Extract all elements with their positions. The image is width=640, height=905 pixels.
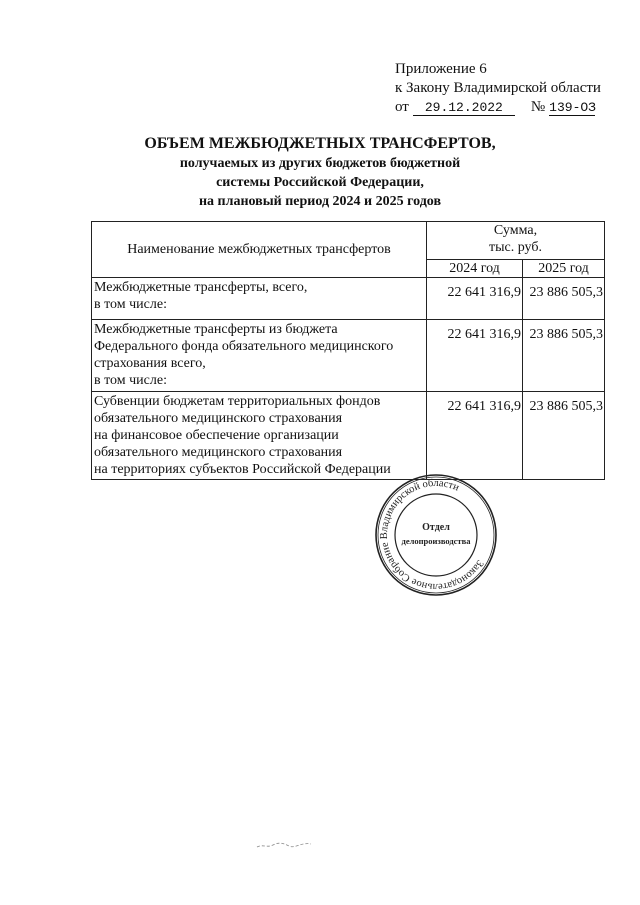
seal-center-line-2: делопроизводства <box>401 536 471 546</box>
annex-law: к Закону Владимирской области <box>395 80 601 96</box>
table-row <box>92 392 605 480</box>
table-header-row <box>92 222 605 260</box>
title-line-2: получаемых из других бюджетов бюджетной <box>179 156 461 171</box>
row-name-line: на финансовое обеспечение организации <box>94 428 339 443</box>
header-sum-line-1: Сумма, <box>493 223 538 238</box>
document-title <box>0 134 640 211</box>
row-name-line: Субвенции бюджетам территориальных фондов <box>94 394 381 409</box>
row-name-cell <box>92 278 427 320</box>
title-line-1: ОБЪЕМ МЕЖБЮДЖЕТНЫХ ТРАНСФЕРТОВ, <box>144 135 496 152</box>
seal-stamp <box>373 472 499 598</box>
header-name-cell <box>92 222 427 278</box>
from-label: от <box>395 99 409 115</box>
row-name-line: в том числе: <box>94 373 167 388</box>
transfers-table <box>91 221 605 480</box>
value-2024: 22 641 316,9 <box>427 392 523 480</box>
row-name-line: обязательного медицинского страхования <box>94 411 343 426</box>
table-row <box>92 278 605 320</box>
row-name-line: Межбюджетные трансферты, всего, <box>94 280 308 295</box>
row-name-line: на территориях субъектов Российской Федерации <box>94 462 391 477</box>
header-year-2025: 2025 год <box>523 259 605 277</box>
header-sum-cell <box>427 222 605 260</box>
row-name-line: Межбюджетные трансферты из бюджета <box>94 322 338 337</box>
value-2025: 23 886 505,3 <box>523 278 605 320</box>
seal-ring-text: Законодательное Собрание Владимирской области <box>378 477 486 593</box>
seal-center-line-1: Отдел <box>422 522 450 533</box>
annex-title: Приложение 6 <box>395 61 487 77</box>
title-line-3: системы Российской Федерации, <box>216 175 424 190</box>
law-number: 139-ОЗ <box>549 100 596 115</box>
row-name-cell <box>92 320 427 392</box>
value-2025: 23 886 505,3 <box>523 320 605 392</box>
row-name-line: Федерального фонда обязательного медицинского <box>94 339 394 354</box>
svg-text:Законодательное Собрание Влади <box>373 472 499 598</box>
row-name-line: в том числе: <box>94 297 167 312</box>
law-date: 29.12.2022 <box>413 100 515 116</box>
value-2025: 23 886 505,3 <box>523 392 605 480</box>
row-name-cell <box>92 392 427 480</box>
number-sign: № <box>530 99 546 115</box>
title-line-4: на плановый период 2024 и 2025 годов <box>198 194 442 209</box>
value-2024: 22 641 316,9 <box>427 320 523 392</box>
row-name-line: страхования всего, <box>94 356 206 371</box>
header-name: Наименование межбюджетных трансфертов <box>127 242 391 257</box>
row-name-line: обязательного медицинского страхования <box>94 445 343 460</box>
annex-header <box>395 60 601 117</box>
pen-mark <box>255 838 315 852</box>
value-2024: 22 641 316,9 <box>427 278 523 320</box>
header-year-2024: 2024 год <box>427 259 523 277</box>
annex-date-number <box>395 98 601 117</box>
header-sum-line-2: тыс. руб. <box>489 240 542 255</box>
table-row <box>92 320 605 392</box>
